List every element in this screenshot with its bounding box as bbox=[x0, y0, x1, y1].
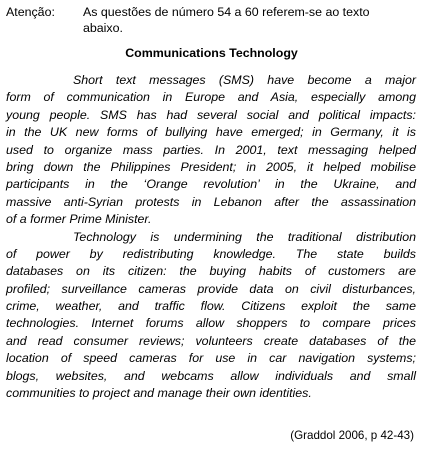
text-line: bring down the Philippines President; in 2005, it helped mobilise bbox=[6, 159, 416, 174]
paragraph-1 bbox=[6, 72, 416, 229]
text-line: in the UK new forms of bullying have emerged; in Germany, it is bbox=[6, 125, 416, 140]
text-line: young people. SMS has had several social and political impacts: bbox=[6, 107, 416, 122]
text-line: crime, weather, and traffic flow. Citizens exploit the same bbox=[6, 299, 416, 314]
citation: (Graddol 2006, p 42-43) bbox=[290, 429, 414, 442]
text-line: massive anti-Syrian protests in Lebanon after the assassination bbox=[6, 194, 416, 209]
paragraph-2 bbox=[6, 229, 416, 403]
text-line: blogs, websites, and webcams allow individuals and small bbox=[6, 368, 416, 383]
text-line: profiled; surveillance cameras provide data on civil disturbances, bbox=[6, 281, 416, 296]
text-line: Technology is undermining the traditional distribution bbox=[73, 229, 416, 244]
note-text bbox=[83, 4, 413, 36]
article-title: Communications Technology bbox=[125, 46, 298, 60]
text-line: communities to project and manage their own identities. bbox=[6, 386, 312, 401]
article-body bbox=[6, 72, 416, 402]
text-line: and read consumer reviews; volunteers create databases of the bbox=[6, 333, 416, 348]
text-line: databases on its citizen: the buying habits of customers are bbox=[6, 264, 416, 279]
text-line: of a former Prime Minister. bbox=[6, 212, 152, 227]
text-line: form of communication in Europe and Asia, especially among bbox=[6, 90, 416, 105]
text-line: location of speed cameras for use in car navigation systems; bbox=[6, 351, 416, 366]
text-line: of power by redistributing knowledge. The state builds bbox=[6, 246, 416, 261]
note-text-line: abaixo. bbox=[83, 21, 123, 35]
text-line: technologies. Internet forums allow shoppers to compare prices bbox=[6, 316, 416, 331]
note-label: Atenção: bbox=[6, 5, 55, 19]
text-line: Short text messages (SMS) have become a major bbox=[73, 73, 416, 87]
text-line: participants in the ‘Orange revolution’ in the Ukraine, and bbox=[6, 177, 416, 192]
note-text-line: As questões de número 54 a 60 referem-se ao texto bbox=[83, 5, 370, 19]
text-line: used to organize mass parties. In 2001, text messaging helped bbox=[6, 142, 416, 157]
